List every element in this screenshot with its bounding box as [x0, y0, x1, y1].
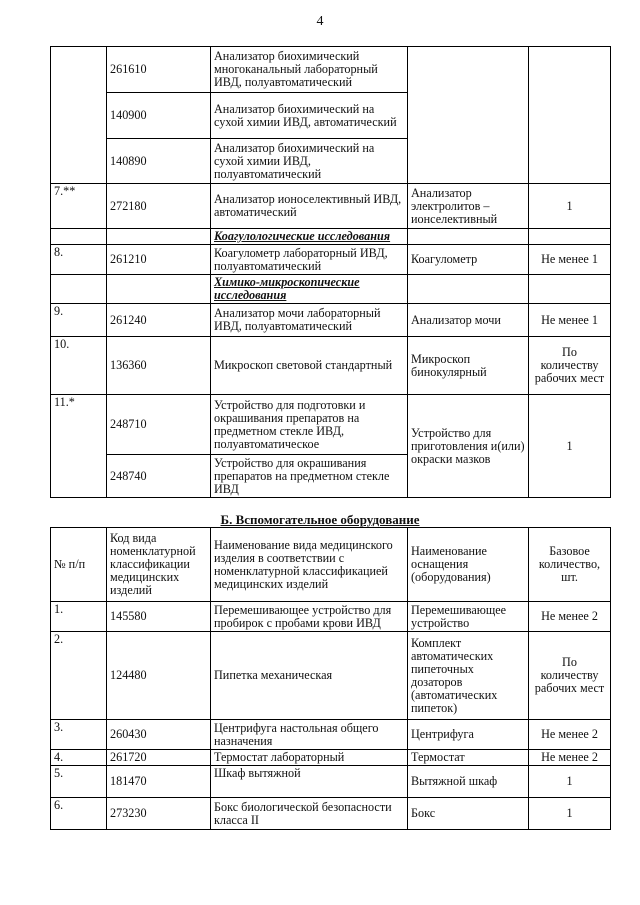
name-cell: Термостат лабораторный [211, 750, 408, 766]
section-row [51, 229, 611, 245]
name-cell: Шкаф вытяжной [211, 766, 408, 798]
row-number: 7.** [51, 184, 107, 229]
code-cell: 261720 [107, 750, 211, 766]
equipment-cell: Центрифуга [408, 720, 529, 750]
equipment-cell: Термостат [408, 750, 529, 766]
row-number: 3. [51, 720, 107, 750]
name-cell: Анализатор биохимический на сухой химии ИВД, автоматический [211, 93, 408, 139]
equipment-cell [408, 47, 529, 184]
table-row [51, 602, 611, 632]
equipment-cell: Анализатор мочи [408, 304, 529, 337]
quantity-cell: По количеству рабочих мест [529, 632, 611, 720]
quantity-cell: Не менее 1 [529, 245, 611, 275]
table-row [51, 798, 611, 830]
name-cell: Пипетка механическая [211, 632, 408, 720]
equipment-table-a [50, 46, 611, 498]
code-cell: 261210 [107, 245, 211, 275]
name-cell: Центрифуга настольная общего назначения [211, 720, 408, 750]
row-number: 6. [51, 798, 107, 830]
table-header-row [51, 528, 611, 602]
quantity-cell: Не менее 1 [529, 304, 611, 337]
row-number: 2. [51, 632, 107, 720]
quantity-cell: 1 [529, 798, 611, 830]
name-cell: Устройство для подготовки и окрашивания препаратов на предметном стекле ИВД, полуавтоматическое [211, 395, 408, 455]
section-title: Химико-микроскопические исследования [211, 275, 408, 304]
header-num: № п/п [51, 528, 107, 602]
code-cell: 124480 [107, 632, 211, 720]
equipment-cell: Микроскоп бинокулярный [408, 337, 529, 395]
equipment-cell: Комплект автоматических пипеточных дозаторов (автоматических пипеток) [408, 632, 529, 720]
quantity-cell: Не менее 2 [529, 602, 611, 632]
code-cell: 248710 [107, 395, 211, 455]
equipment-cell: Перемешивающее устройство [408, 602, 529, 632]
name-cell: Анализатор биохимический многоканальный лабораторный ИВД, полуавтоматический [211, 47, 408, 93]
code-cell: 181470 [107, 766, 211, 798]
row-number: 1. [51, 602, 107, 632]
section-row [51, 275, 611, 304]
quantity-cell: Не менее 2 [529, 750, 611, 766]
name-cell: Анализатор ионоселективный ИВД, автоматический [211, 184, 408, 229]
name-cell: Устройство для окрашивания препаратов на предметном стекле ИВД [211, 455, 408, 498]
code-cell: 248740 [107, 455, 211, 498]
row-number: 8. [51, 245, 107, 275]
code-cell: 136360 [107, 337, 211, 395]
section-title: Коагулологические исследования [211, 229, 408, 245]
name-cell: Анализатор биохимический на сухой химии ИВД, полуавтоматический [211, 139, 408, 184]
table-row [51, 337, 611, 395]
code-cell: 261240 [107, 304, 211, 337]
header-code: Код вида номенклатурной классификации медицинских изделий [107, 528, 211, 602]
table-row [51, 245, 611, 275]
row-number [51, 47, 107, 184]
quantity-cell: По количеству рабочих мест [529, 337, 611, 395]
table-row [51, 632, 611, 720]
row-number: 4. [51, 750, 107, 766]
row-number: 10. [51, 337, 107, 395]
table-row [51, 304, 611, 337]
row-number: 11.* [51, 395, 107, 498]
table-row [51, 47, 611, 93]
name-cell: Коагулометр лабораторный ИВД, полуавтоматический [211, 245, 408, 275]
code-cell: 140900 [107, 93, 211, 139]
code-cell: 145580 [107, 602, 211, 632]
equipment-cell: Вытяжной шкаф [408, 766, 529, 798]
equipment-table-b [50, 527, 611, 830]
name-cell: Перемешивающее устройство для пробирок с пробами крови ИВД [211, 602, 408, 632]
row-number: 5. [51, 766, 107, 798]
header-equipment: Наименование оснащения (оборудования) [408, 528, 529, 602]
equipment-cell: Устройство для приготовления и(или) окраски мазков [408, 395, 529, 498]
code-cell: 273230 [107, 798, 211, 830]
table-row [51, 184, 611, 229]
code-cell: 272180 [107, 184, 211, 229]
name-cell: Бокс биологической безопасности класса II [211, 798, 408, 830]
table-row [51, 750, 611, 766]
section-b-title: Б. Вспомогательное оборудование [220, 512, 420, 527]
equipment-cell: Бокс [408, 798, 529, 830]
code-cell: 140890 [107, 139, 211, 184]
quantity-cell: Не менее 2 [529, 720, 611, 750]
header-name: Наименование вида медицинского изделия в соответствии с номенклатурной классификацией медицинских изделий [211, 528, 408, 602]
equipment-cell: Анализатор электролитов – ионселективный [408, 184, 529, 229]
code-cell: 260430 [107, 720, 211, 750]
quantity-cell [529, 47, 611, 184]
table-row [51, 766, 611, 798]
row-number: 9. [51, 304, 107, 337]
quantity-cell: 1 [529, 395, 611, 498]
equipment-cell: Коагулометр [408, 245, 529, 275]
quantity-cell: 1 [529, 766, 611, 798]
name-cell: Микроскоп световой стандартный [211, 337, 408, 395]
name-cell: Анализатор мочи лабораторный ИВД, полуавтоматический [211, 304, 408, 337]
page-number: 4 [316, 14, 324, 29]
table-row [51, 395, 611, 455]
header-quantity: Базовое количество, шт. [529, 528, 611, 602]
code-cell: 261610 [107, 47, 211, 93]
table-row [51, 720, 611, 750]
quantity-cell: 1 [529, 184, 611, 229]
